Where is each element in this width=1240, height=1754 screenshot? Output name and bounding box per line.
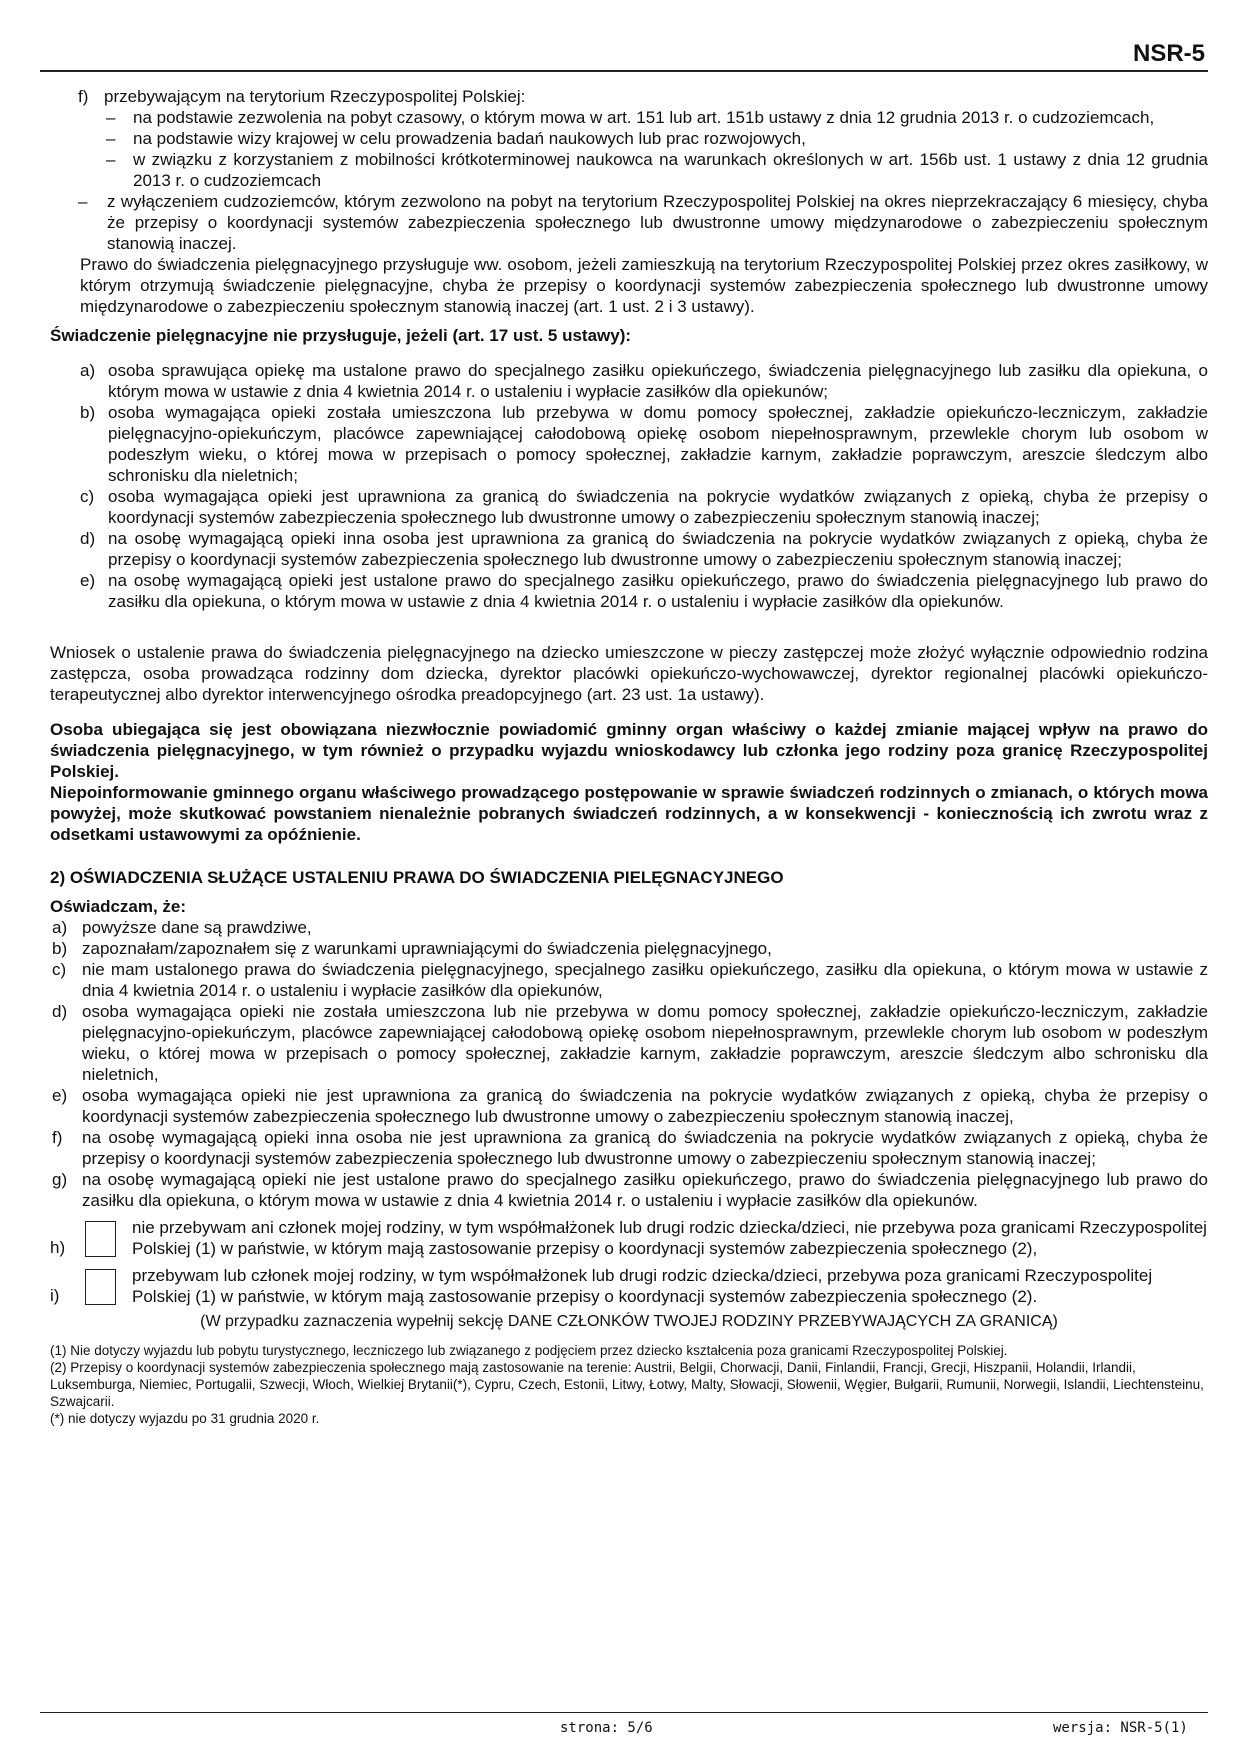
item-text: osoba wymagająca opieki jest uprawniona za granicą do świadczenia na pokrycie wydatków związanych z opieką, chyba że przepisy o koordynacji systemów zabezpieczenia społecznego lub dwustronne umowy o zabezpieczeniu społecznym stanowią inaczej; [108, 487, 1208, 527]
item-label: e) [52, 1086, 68, 1105]
list-item [50, 149, 1208, 191]
item-label: d) [52, 1002, 68, 1021]
section-f-text: przebywającym na terytorium Rzeczypospolitej Polskiej: [104, 87, 526, 106]
page-content [50, 86, 1208, 1427]
list-item [50, 938, 1208, 959]
footnote-2: (2) Przepisy o koordynacji systemów zabezpieczenia społecznego mają zastosowanie na terenie: Austrii, Belgii, Chorwacji, Danii, Finlandii, Francji, Grecji, Hiszpanii, Holandii, Irlandii, Luksemburga, Niemiec, Portugalii, Szwecji, Włoch, Wielkiej Brytanii(*), Cypru, Czech, Estonii, Litwy, Łotwy, Malty, Słowacji, Słowenii, Węgier, Bułgarii, Rumunii, Norwegii, Islandii, Liechtensteinu, Szwajcarii. [50, 1360, 1204, 1409]
item-text: na osobę wymagającą opieki nie jest ustalone prawo do specjalnego zasiłku opiekuńczego, prawo do świadczenia pielęgnacyjnego lub prawo do zasiłku dla opiekuna, o którym mowa w ustawie z dnia 4 kwietnia 2014 r. o ustaleniu i wypłacie zasiłków dla opiekunów. [82, 1170, 1208, 1210]
page-number: strona: 5/6 [560, 1720, 653, 1736]
item-label: g) [52, 1170, 68, 1189]
declaration-i-label: i) [50, 1286, 60, 1305]
footnote-1: (1) Nie dotyczy wyjazdu lub pobytu turystycznego, leczniczego lub związanego z podjęciem przez dziecko kształcenia poza granicami Rzeczypospolitej Polskiej. [50, 1343, 1008, 1358]
not-entitled-heading: Świadczenie pielęgnacyjne nie przysługuje, jeżeli (art. 17 ust. 5 ustawy): [50, 326, 632, 345]
exclusion-text: z wyłączeniem cudzoziemców, którym zezwolono na pobyt na terytorium Rzeczypospolitej Polskiej na okres nieprzekraczający 6 miesięcy, chyba że przepisy o koordynacji systemów zabezpieczenia społecznego lub dwustronne umowy międzynarodowe o zabezpieczeniu społecznym stanowią inaczej. [107, 192, 1208, 253]
item-label: a) [52, 918, 68, 937]
item-text: osoba wymagająca opieki nie jest uprawniona za granicą do świadczenia na pokrycie wydatków związanych z opieką, chyba że przepisy o koordynacji systemów zabezpieczenia społecznego lub dwustronne umowy o zabezpieczeniu społecznym stanowią inaczej, [82, 1086, 1208, 1126]
list-item [50, 1127, 1208, 1169]
item-label: f) [52, 1128, 63, 1147]
form-code: NSR-5 [1132, 40, 1205, 67]
form-version: wersja: NSR-5(1) [1053, 1720, 1188, 1736]
list-item [50, 402, 1208, 486]
item-label: c) [52, 960, 67, 979]
checkbox-note: (W przypadku zaznaczenia wypełnij sekcję DANE CZŁONKÓW TWOJEJ RODZINY PRZEBYWAJĄCYCH ZA GRANICĄ) [200, 1313, 1058, 1330]
list-item [50, 1001, 1208, 1085]
list-item [50, 191, 1208, 254]
item-label: b) [80, 403, 96, 422]
dash-marker: – [78, 192, 88, 211]
section-f-label: f) [78, 87, 89, 106]
list-item [50, 486, 1208, 528]
item-text: powyższe dane są prawdziwe, [82, 918, 312, 937]
dash-marker: – [106, 108, 116, 127]
declaration-i-text: przebywam lub członek mojej rodziny, w tym współmałżonek lub drugi rodzic dziecka/dzieci, przebywa poza granicami Rzeczypospolitej Polskiej (1) w państwie, w którym mają zastosowanie przepisy o koordynacji systemów zabezpieczenia społecznego (2). [132, 1266, 1153, 1306]
item-label: c) [80, 487, 95, 506]
declaration-i [50, 1265, 1208, 1307]
dash-marker: – [106, 129, 116, 148]
declaration-intro: Oświadczam, że: [50, 897, 187, 916]
declaration-h-text: nie przebywam ani członek mojej rodziny, w tym współmałżonek lub drugi rodzic dziecka/dzieci, nie przebywa poza granicami Rzeczypospolitej Polskiej (1) w państwie, w którym mają zastosowanie przepisy o koordynacji systemów zabezpieczenia społecznego (2), [132, 1218, 1207, 1258]
declaration-i-checkbox[interactable] [85, 1269, 116, 1305]
dash-marker: – [106, 150, 116, 169]
item-label: b) [52, 939, 68, 958]
item-label: d) [80, 529, 96, 548]
list-item [50, 107, 1208, 128]
declaration-h-label: h) [50, 1238, 66, 1257]
item-text: osoba wymagająca opieki została umieszczona lub przebywa w domu pomocy społecznej, zakładzie opiekuńczo-leczniczym, zakładzie pielęgnacyjno-opiekuńczym, placówce zapewniającej całodobową opiekę osobom niepełnosprawnym, przewlekle chorym lub osobom w podeszłym wieku, o której mowa w przepisach o pomocy społecznej, zakładzie karnym, zakładzie poprawczym, areszcie śledczym albo schronisku dla nieletnich; [108, 403, 1208, 485]
list-item [50, 528, 1208, 570]
dash-text: w związku z korzystaniem z mobilności krótkoterminowej naukowca na warunkach określonych w art. 156b ust. 1 ustawy z dnia 12 grudnia 2013 r. o cudzoziemcach [133, 150, 1208, 190]
entitlement-paragraph: Prawo do świadczenia pielęgnacyjnego przysługuje ww. osobom, jeżeli zamieszkują na terytorium Rzeczypospolitej Polskiej przez okres zasiłkowy, w którym otrzymują świadczenie pielęgnacyjne, chyba że przepisy o koordynacji systemów zabezpieczenia społecznego lub dwustronne umowy międzynarodowe o zabezpieczeniu społecznym stanowią inaczej (art. 1 ust. 2 i 3 ustawy). [80, 255, 1208, 316]
section-2-heading: 2) OŚWIADCZENIA SŁUŻĄCE USTALENIU PRAWA DO ŚWIADCZENIA PIELĘGNACYJNEGO [50, 868, 784, 887]
notice-consequences: Niepoinformowanie gminnego organu właściwego prowadzącego postępowanie w sprawie świadczeń rodzinnych o zmianach, o których mowa powyżej, może skutkować powstaniem nienależnie pobranych świadczeń rodzinnych, a w konsekwencji - koniecznością ich zwrotu wraz z odsetkami ustawowymi za opóźnienie. [50, 783, 1208, 844]
item-text: na osobę wymagającą opieki jest ustalone prawo do specjalnego zasiłku opiekuńczego, prawo do świadczenia pielęgnacyjnego lub prawo do zasiłku dla opiekuna, o którym mowa w ustawie z dnia 4 kwietnia 2014 r. o ustaleniu i wypłacie zasiłków dla opiekunów. [108, 571, 1208, 611]
foster-paragraph: Wniosek o ustalenie prawa do świadczenia pielęgnacyjnego na dziecko umieszczone w pieczy zastępczej może złożyć wyłącznie odpowiednio rodzina zastępcza, osoba prowadząca rodzinny dom dziecka, dyrektor placówki opiekuńczo-wychowawczej, dyrektor regionalnej placówki opiekuńczo-terapeutycznej albo dyrektor interwencyjnego ośrodka preadopcyjnego (art. 23 ust. 1a ustawy). [50, 643, 1208, 704]
list-item [50, 1085, 1208, 1127]
list-item [50, 570, 1208, 612]
item-text: nie mam ustalonego prawa do świadczenia pielęgnacyjnego, specjalnego zasiłku opiekuńczego, zasiłku dla opiekuna, o którym mowa w ustawie z dnia 4 kwietnia 2014 r. o ustaleniu i wypłacie zasiłków dla opiekunów, [82, 960, 1208, 1000]
item-text: na osobę wymagającą opieki inna osoba nie jest uprawniona za granicą do świadczenia na pokrycie wydatków związanych z opieką, chyba że przepisy o koordynacji systemów zabezpieczenia społecznego lub dwustronne umowy o zabezpieczeniu społecznym stanowią inaczej; [82, 1128, 1208, 1168]
notice-change: Osoba ubiegająca się jest obowiązana niezwłocznie powiadomić gminny organ właściwy o każdej zmianie mającej wpływ na prawo do świadczenia pielęgnacyjnego, w tym również o przypadku wyjazdu wnioskodawcy lub członka jego rodziny poza granicę Rzeczypospolitej Polskiej. [50, 720, 1208, 781]
item-text: osoba wymagająca opieki nie została umieszczona lub nie przebywa w domu pomocy społecznej, zakładzie opiekuńczo-leczniczym, zakładzie pielęgnacyjno-opiekuńczym, placówce zapewniającej całodobową opiekę osobom niepełnosprawnym, przewlekle chorym lub osobom w podeszłym wieku, o której mowa w przepisach o pomocy społecznej, zakładzie karnym, zakładzie poprawczym, areszcie śledczym albo schronisku dla nieletnich, [82, 1002, 1208, 1084]
item-label: e) [80, 571, 96, 590]
item-text: na osobę wymagającą opieki inna osoba jest uprawniona za granicą do świadczenia na pokrycie wydatków związanych z opieką, chyba że przepisy o koordynacji systemów zabezpieczenia społecznego lub dwustronne umowy o zabezpieczeniu społecznym stanowią inaczej; [108, 529, 1208, 569]
list-item [50, 1169, 1208, 1211]
list-item [50, 128, 1208, 149]
item-label: a) [80, 361, 96, 380]
footnote-star: (*) nie dotyczy wyjazdu po 31 grudnia 2020 r. [50, 1411, 320, 1426]
footnotes [50, 1342, 1208, 1427]
dash-text: na podstawie wizy krajowej w celu prowadzenia badań naukowych lub prac rozwojowych, [133, 129, 806, 148]
header-rule [40, 70, 1208, 72]
list-item [50, 917, 1208, 938]
declaration-h-checkbox[interactable] [85, 1221, 116, 1257]
footer-rule [40, 1712, 1208, 1713]
section-f [50, 86, 1208, 107]
list-item [50, 959, 1208, 1001]
list-item [50, 360, 1208, 402]
dash-text: na podstawie zezwolenia na pobyt czasowy, o którym mowa w art. 151 lub art. 151b ustawy z dnia 12 grudnia 2013 r. o cudzoziemcach, [133, 108, 1155, 127]
declaration-h [50, 1217, 1208, 1259]
item-text: zapoznałam/zapoznałem się z warunkami uprawniającymi do świadczenia pielęgnacyjnego, [82, 939, 772, 958]
item-text: osoba sprawująca opiekę ma ustalone prawo do specjalnego zasiłku opiekuńczego, świadczenia pielęgnacyjnego lub zasiłku dla opiekuna, o którym mowa w ustawie z dnia 4 kwietnia 2014 r. o ustaleniu i wypłacie zasiłków dla opiekunów; [108, 361, 1208, 401]
